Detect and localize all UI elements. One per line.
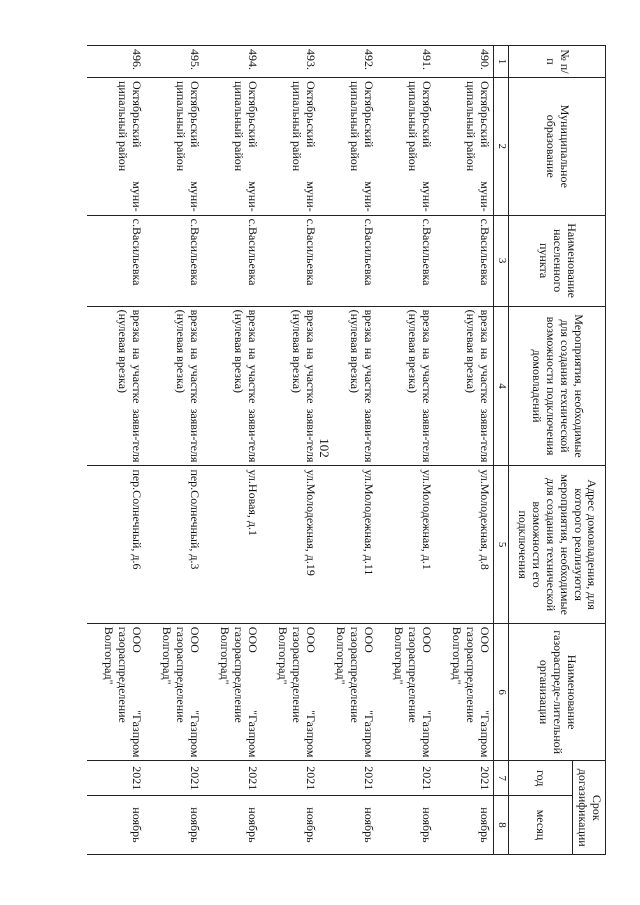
address-cell: ул.Новая, д.1: [203, 466, 261, 623]
header-address: Адрес домовладения, для которого реализуются мероприятия, необходимые для создания технической возможности его подключения: [509, 466, 606, 623]
row-number: 496.: [87, 46, 145, 78]
organization-cell: ООО "Газпром газораспределение Волгоград": [261, 623, 319, 761]
month-cell: ноябрь: [203, 795, 261, 854]
header-measure: Мероприятия, необходимые для создания технической возможности подключения домовладений: [509, 306, 606, 466]
header-organization: Наименование газораспреде-лительной организации: [509, 623, 606, 761]
organization-cell: ООО "Газпром газораспределение Волгоград": [435, 623, 494, 761]
month-cell: ноябрь: [87, 795, 145, 854]
settlement-cell: с.Васильевка: [261, 215, 319, 306]
organization-cell: ООО "Газпром газораспределение Волгоград": [319, 623, 377, 761]
measure-cell: врезка на участке заяви-теля (нулевая врезка): [319, 306, 377, 466]
column-number: 1: [494, 46, 509, 78]
address-cell: пер.Солнечный, д.6: [87, 466, 145, 623]
address-cell: ул.Молодежная, д.8: [435, 466, 494, 623]
header-deadline-group: Срок догазификации: [573, 761, 606, 855]
year-cell: 2021: [203, 761, 261, 795]
year-cell: 2021: [435, 761, 494, 795]
header-month: месяц: [509, 795, 573, 854]
year-cell: 2021: [87, 761, 145, 795]
address-cell: пер.Солнечный, д.3: [145, 466, 203, 623]
row-number: 490.: [435, 46, 494, 78]
month-cell: ноябрь: [145, 795, 203, 854]
table-row: [261, 46, 319, 855]
municipality-cell: Октябрьский муни-ципальный район: [261, 77, 319, 215]
measure-cell: врезка на участке заяви-теля (нулевая врезка): [145, 306, 203, 466]
column-number: 2: [494, 77, 509, 215]
column-number: 3: [494, 215, 509, 306]
table-body: [87, 46, 494, 855]
header-settlement: Наименование населенного пункта: [509, 215, 606, 306]
table-row: [319, 46, 377, 855]
row-number: 492.: [319, 46, 377, 78]
column-number: 8: [494, 795, 509, 854]
municipality-cell: Октябрьский муни-ципальный район: [87, 77, 145, 215]
month-cell: ноябрь: [319, 795, 377, 854]
row-number: 495.: [145, 46, 203, 78]
table-row: [377, 46, 435, 855]
table-row: [203, 46, 261, 855]
table-row: [435, 46, 494, 855]
year-cell: 2021: [377, 761, 435, 795]
column-number: 7: [494, 761, 509, 795]
page-number: 102: [317, 438, 332, 458]
municipality-cell: Октябрьский муни-ципальный район: [319, 77, 377, 215]
organization-cell: ООО "Газпром газораспределение Волгоград": [203, 623, 261, 761]
row-number: 493.: [261, 46, 319, 78]
organization-cell: ООО "Газпром газораспределение Волгоград": [87, 623, 145, 761]
month-cell: ноябрь: [261, 795, 319, 854]
column-number: 6: [494, 623, 509, 761]
settlement-cell: с.Васильевка: [203, 215, 261, 306]
year-cell: 2021: [145, 761, 203, 795]
settlement-cell: с.Васильевка: [145, 215, 203, 306]
settlement-cell: с.Васильевка: [319, 215, 377, 306]
organization-cell: ООО "Газпром газораспределение Волгоград": [145, 623, 203, 761]
address-cell: ул.Молодежная, д.11: [319, 466, 377, 623]
organization-cell: ООО "Газпром газораспределение Волгоград": [377, 623, 435, 761]
measure-cell: врезка на участке заяви-теля (нулевая врезка): [435, 306, 494, 466]
settlement-cell: с.Васильевка: [377, 215, 435, 306]
measure-cell: врезка на участке заяви-теля (нулевая врезка): [203, 306, 261, 466]
municipality-cell: Октябрьский муни-ципальный район: [203, 77, 261, 215]
year-cell: 2021: [261, 761, 319, 795]
month-cell: ноябрь: [435, 795, 494, 854]
address-cell: ул.Молодежная, д.1: [377, 466, 435, 623]
municipality-cell: Октябрьский муни-ципальный район: [377, 77, 435, 215]
table-row: [87, 46, 145, 855]
month-cell: ноябрь: [377, 795, 435, 854]
measure-cell: врезка на участке заяви-теля (нулевая врезка): [87, 306, 145, 466]
table-row: [145, 46, 203, 855]
column-number: 4: [494, 306, 509, 466]
rotated-table-container: [60, 45, 606, 855]
municipality-cell: Октябрьский муни-ципальный район: [435, 77, 494, 215]
measure-cell: врезка на участке заяви-теля (нулевая врезка): [377, 306, 435, 466]
measure-cell: врезка на участке заяви-теля (нулевая врезка): [261, 306, 319, 466]
address-cell: ул.Молодежная, д.19: [261, 466, 319, 623]
settlement-cell: с.Васильевка: [435, 215, 494, 306]
municipality-cell: Октябрьский муни-ципальный район: [145, 77, 203, 215]
gasification-table: [87, 45, 606, 855]
row-number: 494.: [203, 46, 261, 78]
header-year: год: [509, 761, 573, 795]
header-municipality: Муниципальное образование: [509, 77, 606, 215]
column-number: 5: [494, 466, 509, 623]
year-cell: 2021: [319, 761, 377, 795]
row-number: 491.: [377, 46, 435, 78]
settlement-cell: с.Васильевка: [87, 215, 145, 306]
header-num: № п/п: [509, 46, 606, 78]
